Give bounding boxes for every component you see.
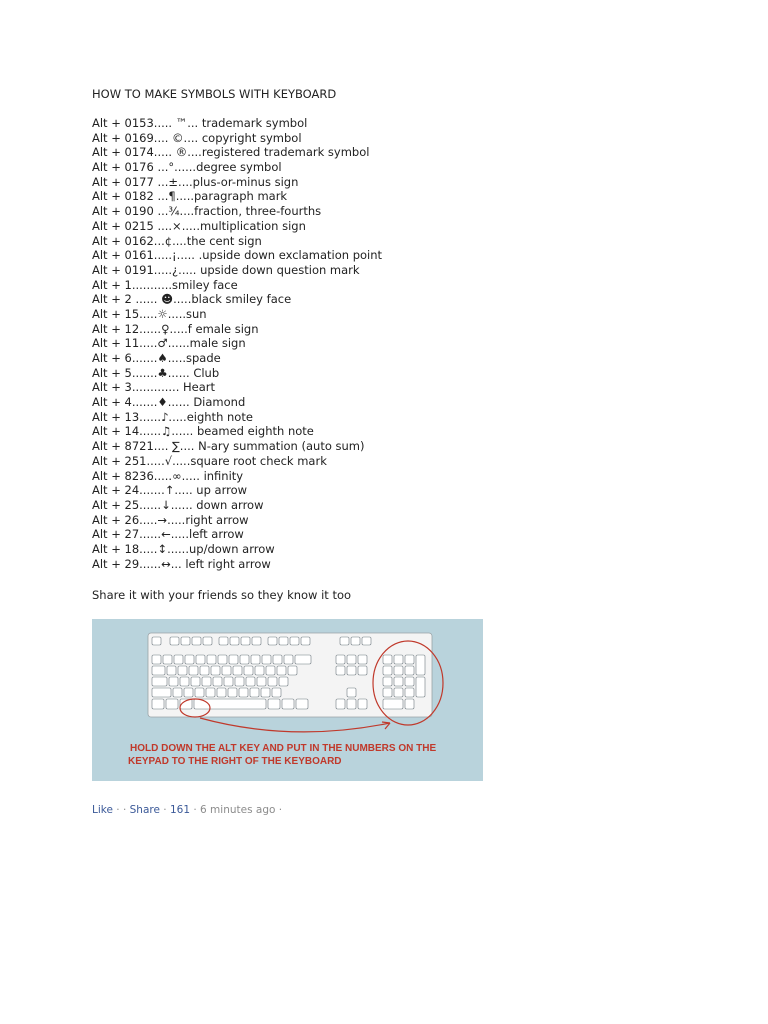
share-count[interactable]: 161 bbox=[169, 804, 191, 816]
list-item: Alt + 251.....√.....square root check mark bbox=[92, 453, 327, 468]
keyboard-key bbox=[362, 637, 371, 645]
keyboard-key bbox=[394, 688, 403, 697]
separator: · bbox=[159, 804, 170, 816]
keyboard-key bbox=[222, 666, 231, 675]
list-item: Alt + 25......↓...... down arrow bbox=[92, 497, 264, 512]
list-item: Alt + 13......♪.....eighth note bbox=[92, 409, 253, 424]
keyboard-key bbox=[241, 637, 250, 645]
keyboard-key bbox=[152, 677, 167, 686]
list-item: Alt + 2 ...... ☻.....black smiley face bbox=[92, 292, 292, 307]
keyboard-key bbox=[405, 666, 414, 675]
keyboard-key bbox=[268, 699, 280, 709]
list-item: Alt + 24.......↑..... up arrow bbox=[92, 483, 248, 498]
list-item: Alt + 0215 ....×.....multiplication sign bbox=[92, 218, 306, 233]
keyboard-key bbox=[277, 666, 286, 675]
list-item: Alt + 0191.....¿..... upside down question mark bbox=[92, 262, 360, 277]
keyboard-key bbox=[185, 655, 194, 664]
keyboard-key bbox=[219, 637, 228, 645]
keyboard-key bbox=[174, 655, 183, 664]
keyboard-key bbox=[261, 688, 270, 697]
keyboard-key bbox=[230, 637, 239, 645]
keyboard-key bbox=[383, 655, 392, 664]
keyboard-key bbox=[184, 688, 193, 697]
list-item: Alt + 6.......♠.....spade bbox=[92, 351, 221, 365]
share-link[interactable]: Share bbox=[129, 804, 160, 816]
keyboard-key bbox=[383, 677, 392, 686]
keyboard-key bbox=[255, 666, 264, 675]
keyboard-key bbox=[173, 688, 182, 697]
list-item: Alt + 0176 ...°......degree symbol bbox=[92, 160, 282, 175]
keyboard-key bbox=[180, 677, 189, 686]
keyboard-key bbox=[235, 677, 244, 686]
keyboard-key bbox=[224, 677, 233, 686]
image-caption-line1: HOLD DOWN THE ALT KEY AND PUT IN THE NUMBERS ON THE bbox=[130, 743, 437, 754]
keyboard-key bbox=[213, 677, 222, 686]
keyboard-key bbox=[189, 666, 198, 675]
separator: · bbox=[112, 804, 123, 816]
keyboard-key bbox=[163, 655, 172, 664]
list-item: Alt + 0162...¢....the cent sign bbox=[92, 233, 262, 248]
post-action-bar bbox=[92, 803, 282, 817]
keyboard-key bbox=[195, 688, 204, 697]
keyboard-key bbox=[239, 688, 248, 697]
list-item: Alt + 18.....↕......up/down arrow bbox=[92, 541, 275, 556]
list-item: Alt + 4.......♦...... Diamond bbox=[92, 395, 246, 410]
keyboard-key bbox=[347, 699, 356, 709]
keyboard-key bbox=[301, 637, 310, 645]
keyboard-key bbox=[279, 677, 288, 686]
keyboard-key bbox=[218, 655, 227, 664]
keyboard-key bbox=[169, 677, 178, 686]
keyboard-key bbox=[233, 666, 242, 675]
separator: · bbox=[190, 804, 201, 816]
keyboard-key bbox=[203, 637, 212, 645]
keyboard-key bbox=[246, 677, 255, 686]
keyboard-key bbox=[295, 655, 311, 664]
keyboard-key bbox=[282, 699, 294, 709]
keyboard-key bbox=[207, 655, 216, 664]
keyboard-key bbox=[206, 688, 215, 697]
list-item: Alt + 0190 ...¾....fraction, three-fourths bbox=[92, 204, 322, 219]
keyboard-key bbox=[244, 666, 253, 675]
keyboard-key bbox=[240, 655, 249, 664]
keyboard-key bbox=[416, 677, 425, 697]
separator: · bbox=[122, 804, 130, 816]
keyboard-key bbox=[178, 666, 187, 675]
keyboard-key bbox=[268, 677, 277, 686]
list-item: Alt + 0177 ...±....plus-or-minus sign bbox=[92, 174, 299, 189]
list-item: Alt + 29......↔... left right arrow bbox=[92, 556, 271, 571]
keyboard-key bbox=[250, 688, 259, 697]
list-item: Alt + 27......←.....left arrow bbox=[92, 527, 244, 542]
keyboard-key bbox=[347, 688, 356, 697]
keyboard-key bbox=[340, 637, 349, 645]
keyboard-key bbox=[383, 666, 392, 675]
list-item: Alt + 15.....☼.....sun bbox=[92, 306, 207, 321]
keyboard-key bbox=[394, 655, 403, 664]
keyboard-key bbox=[152, 688, 171, 697]
keyboard-key bbox=[152, 637, 161, 645]
keyboard-key bbox=[351, 637, 360, 645]
keyboard-key bbox=[358, 666, 367, 675]
keyboard-key bbox=[262, 655, 271, 664]
keyboard-key bbox=[336, 655, 345, 664]
post-title: HOW TO MAKE SYMBOLS WITH KEYBOARD bbox=[92, 87, 337, 101]
keyboard-key bbox=[394, 666, 403, 675]
keyboard-key bbox=[181, 637, 190, 645]
list-item: Alt + 0169.... ©.... copyright symbol bbox=[92, 130, 302, 145]
keyboard-key bbox=[196, 655, 205, 664]
keyboard-key bbox=[383, 699, 403, 709]
keyboard-key bbox=[347, 666, 356, 675]
keyboard-key bbox=[405, 677, 414, 686]
symbol-list bbox=[92, 116, 382, 571]
keyboard-key bbox=[152, 655, 161, 664]
keyboard-key bbox=[152, 699, 164, 709]
list-item: Alt + 1...........smiley face bbox=[92, 277, 238, 292]
list-item: Alt + 11.....♂......male sign bbox=[92, 336, 246, 351]
keyboard-key bbox=[405, 699, 414, 709]
list-item: Alt + 26.....→.....right arrow bbox=[92, 512, 249, 527]
keyboard-key bbox=[192, 637, 201, 645]
list-item: Alt + 8236.....∞..... infinity bbox=[92, 468, 244, 483]
keyboard-key bbox=[272, 688, 281, 697]
keyboard-key bbox=[200, 666, 209, 675]
timestamp[interactable]: 6 minutes ago bbox=[200, 804, 276, 816]
keyboard-key bbox=[405, 688, 414, 697]
share-message: Share it with your friends so they know it too bbox=[92, 588, 352, 602]
keyboard-key bbox=[202, 677, 211, 686]
keyboard-illustration bbox=[92, 619, 483, 781]
separator: · bbox=[275, 804, 283, 816]
keyboard-key bbox=[228, 688, 237, 697]
image-caption-line2: KEYPAD TO THE RIGHT OF THE KEYBOARD bbox=[128, 756, 342, 767]
keyboard-key bbox=[167, 666, 176, 675]
keyboard-key bbox=[166, 699, 178, 709]
keyboard-key bbox=[284, 655, 293, 664]
list-item: Alt + 0161.....¡..... .upside down exclamation point bbox=[92, 248, 383, 263]
keyboard-key bbox=[383, 688, 392, 697]
keyboard-key bbox=[416, 655, 425, 675]
list-item: Alt + 14......♫...... beamed eighth note bbox=[92, 424, 314, 439]
keyboard-key bbox=[279, 637, 288, 645]
keyboard-key bbox=[336, 699, 345, 709]
list-item: Alt + 12......♀.....f emale sign bbox=[92, 321, 259, 336]
keyboard-key bbox=[273, 655, 282, 664]
keyboard-key bbox=[268, 637, 277, 645]
keyboard-key bbox=[251, 655, 260, 664]
keyboard-key bbox=[290, 637, 299, 645]
list-item: Alt + 0174..... ®....registered trademark symbol bbox=[92, 145, 370, 160]
keyboard-key bbox=[336, 666, 345, 675]
keyboard-key bbox=[266, 666, 275, 675]
keyboard-key bbox=[405, 655, 414, 664]
keyboard-key bbox=[358, 655, 367, 664]
keyboard-key bbox=[296, 699, 308, 709]
keyboard-key bbox=[194, 699, 266, 709]
keyboard-key bbox=[394, 677, 403, 686]
keyboard-key bbox=[252, 637, 261, 645]
keyboard-key bbox=[211, 666, 220, 675]
list-item: Alt + 8721.... ∑.... N-ary summation (auto sum) bbox=[92, 439, 365, 454]
keyboard-key bbox=[288, 666, 297, 675]
keyboard-key bbox=[191, 677, 200, 686]
list-item: Alt + 0182 ...¶.....paragraph mark bbox=[92, 189, 288, 204]
keyboard-key bbox=[229, 655, 238, 664]
list-item: Alt + 5.......♣...... Club bbox=[92, 365, 220, 380]
keyboard-image[interactable] bbox=[92, 619, 483, 781]
keyboard-key bbox=[358, 699, 367, 709]
keyboard-key bbox=[217, 688, 226, 697]
keyboard-key bbox=[257, 677, 266, 686]
keyboard-key bbox=[170, 637, 179, 645]
list-item: Alt + 0153..... ™... trademark symbol bbox=[92, 116, 308, 130]
keyboard-key bbox=[347, 655, 356, 664]
keyboard-key bbox=[152, 666, 165, 675]
like-link[interactable]: Like bbox=[92, 804, 113, 816]
list-item: Alt + 3............. Heart bbox=[92, 380, 216, 395]
